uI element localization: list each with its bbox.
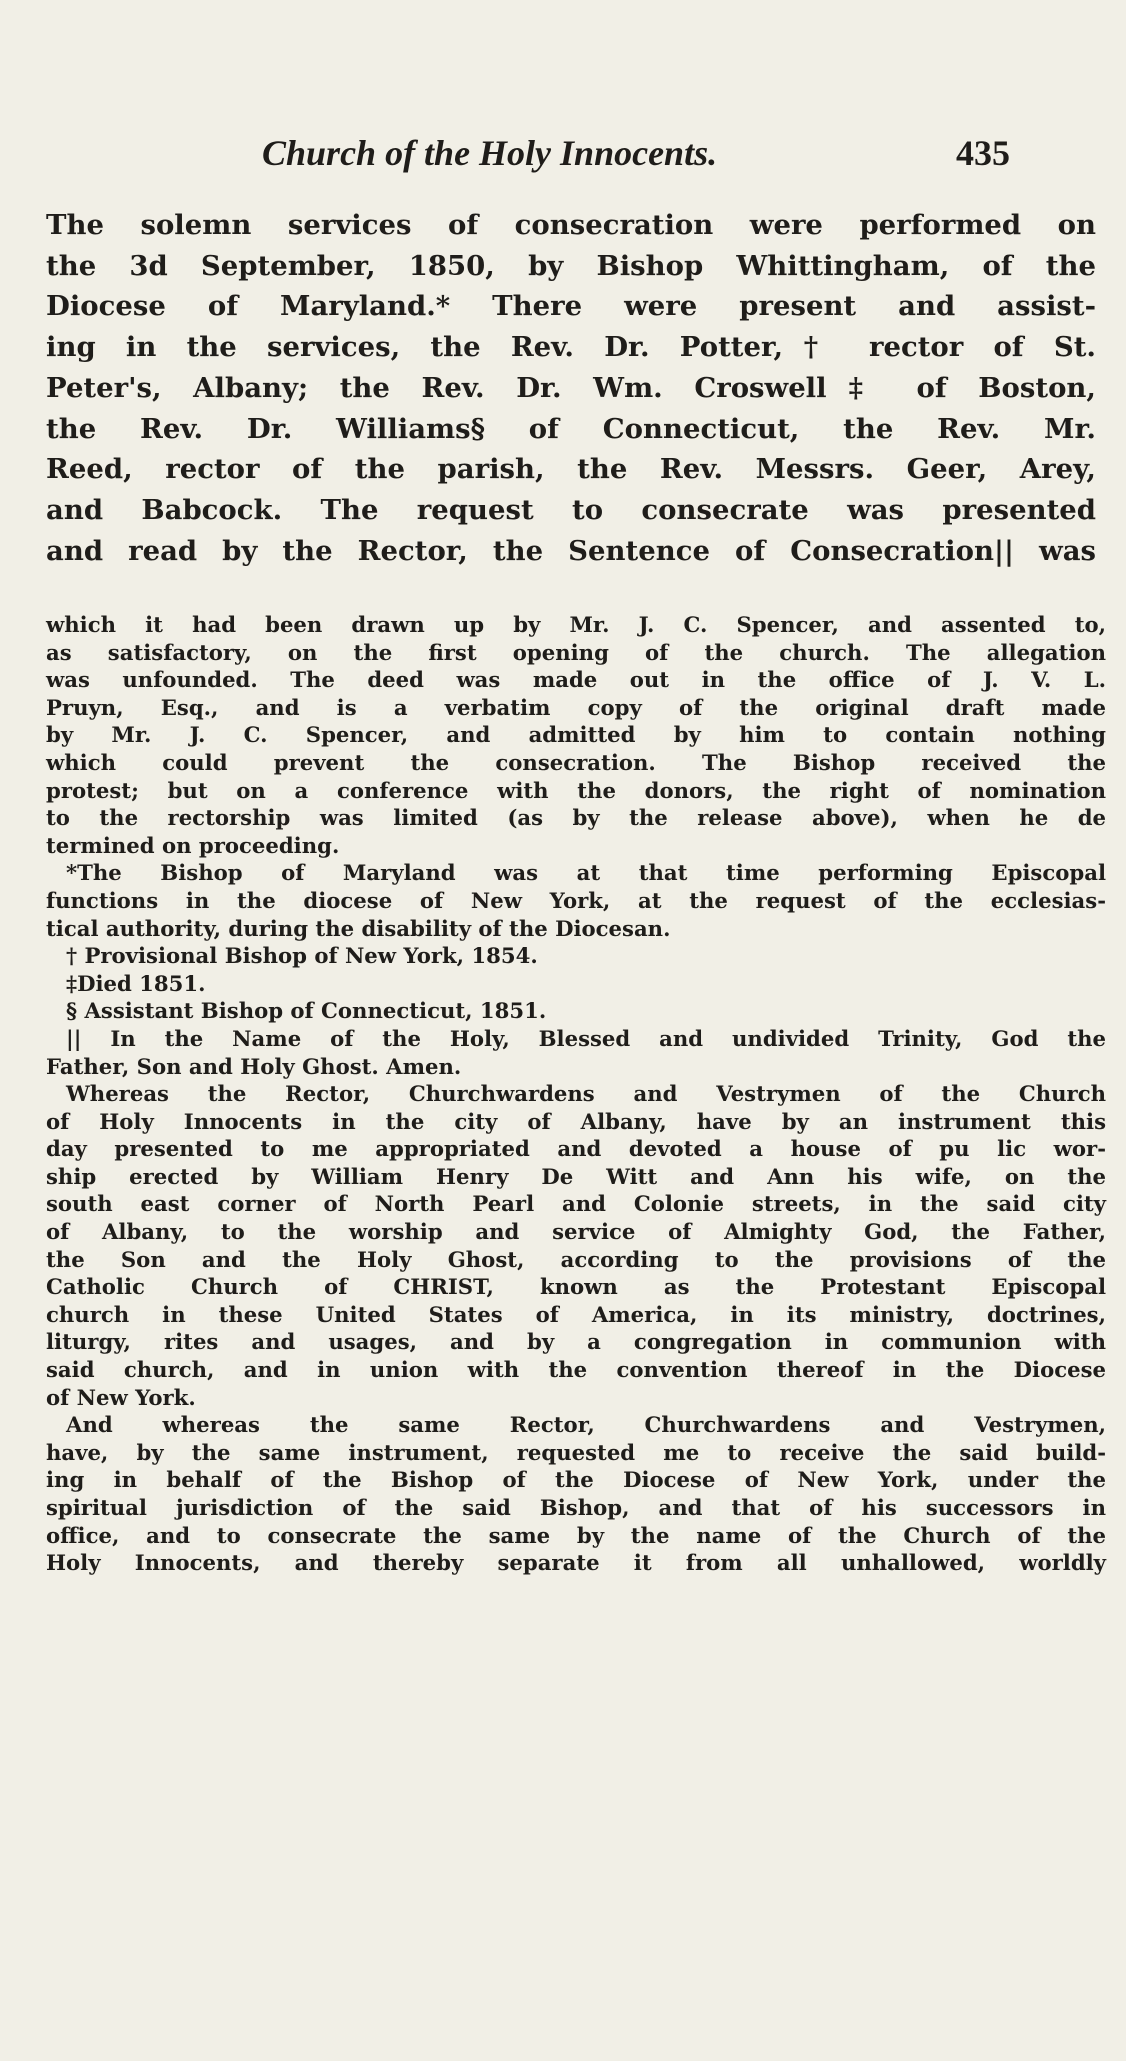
footnote-line: Father, Son and Holy Ghost. Amen. (46, 1053, 462, 1079)
footnote-dagger: † Provisional Bishop of New York, 1854. (66, 943, 538, 969)
footnote-parallel (46, 1025, 1106, 1577)
body-line: the 3d September, 1850, by Bishop Whittingham, of the (46, 249, 1096, 282)
footnote-line: of New York. (46, 1384, 196, 1410)
footnote-line: as satisfactory, on the first opening of the church. The allegation (46, 639, 1106, 665)
footnote-line: ship erected by William Henry De Witt and Ann his wife, on the (46, 1163, 1106, 1189)
footnote-line: Catholic Church of CHRIST, known as the Protestant Episcopal (46, 1274, 1106, 1300)
footnote-line: Holy Innocents, and thereby separate it from all unhallowed, worldly (46, 1550, 1106, 1576)
footnote-star (46, 859, 1106, 942)
footnote-line: was unfounded. The deed was made out in the office of J. V. L. (46, 667, 1106, 693)
footnote-line: the Son and the Holy Ghost, according to the provisions of the (46, 1246, 1106, 1272)
header-title: Church of the Holy Innocents. (262, 133, 718, 173)
footnote-line: office, and to consecrate the same by the name of the Church of the (46, 1522, 1106, 1548)
footnote-line: functions in the diocese of New York, at the request of the ecclesias- (46, 887, 1106, 913)
body-line: Diocese of Maryland.* There were present and assist- (46, 290, 1096, 323)
footnote-line: which it had been drawn up by Mr. J. C. Spencer, and assented to, (46, 612, 1106, 637)
body-line: Peter's, Albany; the Rev. Dr. Wm. Croswell‡ of Boston, (46, 371, 1096, 404)
footnote-line: spiritual jurisdiction of the said Bishop, and that of his successors in (46, 1495, 1106, 1520)
footnote-line: liturgy, rites and usages, and by a congregation in communion with (46, 1329, 1106, 1355)
footnote-line: protest; but on a conference with the donors, the right of nomination (46, 777, 1106, 803)
footnote-section: § Assistant Bishop of Connecticut, 1851. (66, 998, 547, 1024)
footnote-line: Pruyn, Esq., and is a verbatim copy of the original draft made (46, 694, 1106, 720)
body-line: The solemn services of consecration were performed on (46, 209, 1096, 241)
footnotes (46, 611, 1106, 1577)
running-header (262, 132, 1022, 182)
footnote-line: church in these United States of America, in its ministry, doctrines, (46, 1301, 1106, 1327)
footnote-line: to the rectorship was limited (as by the release above), when he de (46, 805, 1106, 831)
footnote-line: of Holy Innocents in the city of Albany, have by an instrument this (46, 1108, 1106, 1134)
page-number: 435 (956, 133, 1010, 173)
footnote-line: And whereas the same Rector, Churchwardens and Vestrymen, (66, 1412, 1106, 1438)
footnote-line: *The Bishop of Maryland was at that time performing Episcopal (66, 860, 1106, 886)
footnote-line: have, by the same instrument, requested me to receive the said build- (46, 1439, 1106, 1465)
body-line: and read by the Rector, the Sentence of Consecration|| was (46, 534, 1096, 567)
footnote-line: which could prevent the consecration. The Bishop received the (46, 749, 1106, 775)
footnote-line: of Albany, to the worship and service of Almighty God, the Father, (46, 1219, 1106, 1245)
footnote-line: Whereas the Rector, Churchwardens and Vestrymen of the Church (66, 1081, 1106, 1107)
body-line: and Babcock. The request to consecrate was presented (46, 493, 1096, 526)
footnote-line: day presented to me appropriated and devoted a house of pu lic wor- (46, 1136, 1106, 1162)
body-line: Reed, rector of the parish, the Rev. Messrs. Geer, Arey, (46, 453, 1096, 486)
footnote-continuation (46, 611, 1106, 859)
main-paragraph (46, 205, 1096, 571)
footnote-double-dagger: ‡Died 1851. (66, 970, 206, 996)
footnote-line: ing in behalf of the Bishop of the Diocese of New York, under the (46, 1467, 1106, 1493)
footnote-line: by Mr. J. C. Spencer, and admitted by him to contain nothing (46, 722, 1106, 748)
footnote-line: termined on proceeding. (46, 832, 340, 858)
body-line: the Rev. Dr. Williams§ of Connecticut, the Rev. Mr. (46, 412, 1096, 445)
footnote-line: south east corner of North Pearl and Colonie streets, in the said city (46, 1191, 1106, 1217)
body-line: ing in the services, the Rev. Dr. Potter,† rector of St. (46, 331, 1096, 364)
footnote-line: said church, and in union with the convention thereof in the Diocese (46, 1357, 1106, 1383)
footnote-line: || In the Name of the Holy, Blessed and undivided Trinity, God the (66, 1025, 1106, 1051)
footnote-line: tical authority, during the disability of the Diocesan. (46, 915, 671, 941)
